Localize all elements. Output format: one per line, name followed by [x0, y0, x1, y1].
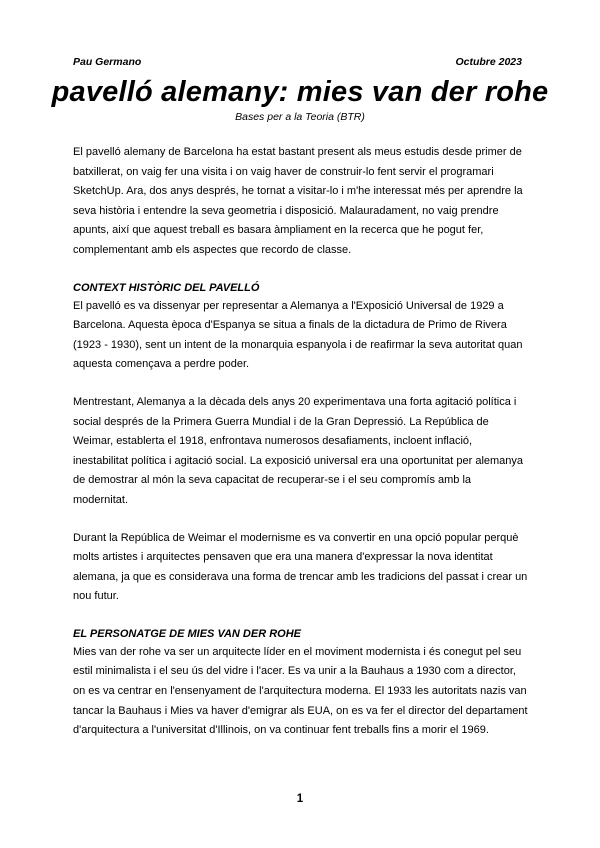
intro-paragraph: El pavelló alemany de Barcelona ha estat bastant present als meus estudis desde primer de batxillerat, on vaig fer una visita i on vaig haver de construir-lo fent servir el programari SketchUp. Ara, dos anys després, he tornat a visitar-lo i m'he interessat més per aprendre la seva història i entendre la seva geometria i disposició. Malauradament, no vaig prendre apunts, així que aquest treball es basara àmpliament en la recerca que he pogut fer, complementant amb els aspectes que recordo de classe.	[73, 146, 523, 256]
context-paragraph-1: El pavelló es va dissenyar per representar a Alemanya a l'Exposició Universal de 1929 a Barcelona. Aquesta època d'Espanya se situa a finals de la dictadura de Primo de Rivera (1923 - 1930), sent un intent de la monarquia espanyola i de reafirmar la seva autoritat quan aquesta començava a perdre poder.	[73, 299, 523, 371]
header-author: Pau Germano	[73, 56, 142, 68]
section-heading-mies: EL PERSONATGE DE MIES VAN DER ROHE	[73, 627, 301, 640]
page-number: 1	[296, 793, 304, 805]
context-paragraph-2: Mentrestant, Alemanya a la dècada dels anys 20 experimentava una forta agitació política i social després de la Primera Guerra Mundial i de la Gran Depressió. La República de Weimar, establerta el 1918, enfrontava numerosos desafiaments, incloent inflació, inestabilitat política i agitació social. La exposició universal era una oportunitat per alemanya de demostrar al món la seva capacitat de recuperar-se i el seu compromís amb la modernitat.	[73, 395, 524, 506]
context-paragraph-3: Durant la República de Weimar el modernisme es va convertir en una opció popular perquè molts artistes i arquitectes pensaven que era una manera d'expressar la nova identitat alemana, ja que es considerava una forma de trencar amb les tradicions del passat i crear un nou futur.	[73, 531, 528, 603]
header-date: Octubre 2023	[455, 56, 522, 68]
page-subtitle: Bases per a la Teoria (BTR)	[235, 111, 365, 123]
section-heading-context: CONTEXT HISTÒRIC DEL PAVELLÓ	[73, 281, 260, 294]
page-title: pavelló alemany: mies van der rohe	[51, 76, 549, 108]
mies-paragraph-1: Mies van der rohe va ser un arquitecte líder en el moviment modernista i és conegut pel seu estil minimalista i el seu ús del vidre i l'acer. Es va unir a la Bauhaus a 1930 com a director, on es va centrar en l'ensenyament de l'arquitectura moderna. El 1933 les autoritats nazis van tancar la Bauhaus i Mies va haver d'emigrar als EUA, on es va fer el director del departament d'arquitectura a l'universitat d'Illinois, on va continuar fent treballs fins a morir el 1969.	[73, 645, 528, 737]
document-body	[73, 143, 528, 759]
